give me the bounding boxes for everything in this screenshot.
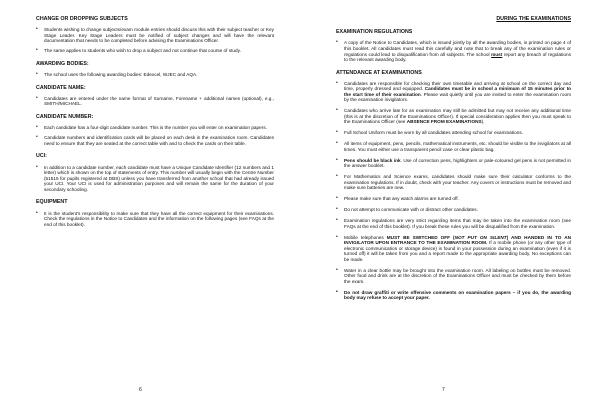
bullet-attendance-items: • Examination regulations are very strict regarding items that may be taken into the examination room (see FAQs at the end of this booklet). If you break these rules you will be disqualified from the examination. [336,218,571,229]
bullet-attendance-pens: • Pens should be black ink. Use of correction pens, highlighters or pale-coloured gel pens is not permitted in the answer booklet. [336,158,571,169]
page-number-left: 6 [139,387,142,393]
bullet-attendance-calculators: • For Mathematics and Science exams, candidates should make sure their calculator conforms to the examination regulations. If in doubt, check with your teacher. Any covers or instructions must be removed and make sure batteries are new. [336,174,571,191]
bullet-attendance-mobiles: • Mobile telephones MUST BE SWITCHED OFF (NOT PUT ON SILENT) AND HANDED IN TO AN INVIGILATOR UPON ENTRANCE TO THE EXAMINATION ROOM. If a mobile phone (or any other type of electronic communication or storage device) is found in your possession during an examination (even if it is turned off) it will be taken from you and a report made to the appropriate awarding body. No exceptions can be made. [336,235,571,263]
bullet-uci-1: • In addition to a candidate number, each candidate must have a Unique Candidate Identifier (12 numbers and 1 letter) which is shown on the top of statements of entry. This number will usually begin with the Centre Number (51515 for pupils registered at DBS) unless you have transferred from another school that had already issued your UCI. Your UCI is used for administration purposes and will remain the same for the duration of your secondary schooling. [36,165,274,193]
bullet-regulations-1: • A copy of the Notice to Candidates, which is issued jointly by all the awarding bodies, is printed on page 4 of this booklet. All candidates must read this carefully and note that to break any of the examination rules or regulations could lead to disqualification from all subjects. The school must report any breach of regulations to the relevant awarding body. [336,40,571,62]
bullet-candidate-number-2: • Candidate numbers and identification cards will be placed on each desk in the examination room. Candidates need to ensure that they are seated at the correct table with and to check the cards on their table. [36,135,274,146]
bullet-attendance-watches: • Please make sure that any watch alarms are turned off. [336,196,571,202]
bullet-attendance-water: • Water in a clear bottle may be brought into the examination room. All labeling on bottles must be removed. Other food and drink are at the discretion of the Examinations Officer and must be checked by them before the exam. [336,268,571,285]
bullet-attendance-graffiti: • Do not draw graffiti or write offensive comments on examination papers – if you do, the awarding body may refuse to accept your paper. [336,290,571,301]
heading-candidate-name: CANDIDATE NAME: [36,84,86,91]
bullet-awarding-1: • The school uses the following awarding bodies: Edexcel, WJEC and AQA. [36,72,274,78]
page-number-right: 7 [442,387,445,393]
heading-examination-regulations: EXAMINATION REGULATIONS [336,29,413,36]
right-page [300,0,600,412]
heading-attendance: ATTENDANCE AT EXAMINATIONS [336,69,422,76]
heading-changing-subjects: CHANGE OR DROPPING SUBJECTS [36,16,128,22]
right-column [336,16,571,306]
heading-candidate-number: CANDIDATE NUMBER: [36,114,94,121]
bullet-attendance-late: • Candidates who arrive late for an examination may still be admitted but may not receive any additional time (this is at the discretion of the Examinations Officer). If special consideration applies then you must speak to the Examinations Officer (see ABSENCE FROM EXAMINATIONS). [336,108,571,125]
bullet-attendance-communication: • Do not attempt to communicate with or distract other candidates. [336,207,571,213]
bullet-attendance-uniform: • Full School Uniform must be worn by all candidates attending school for examinations. [336,130,571,136]
bullet-equipment-1: • It is the student's responsibility to make sure that they have all the correct equipment for their examinations. Check the regulations in the Notice to Candidates and the information on the following pages (see FAQs at the end of this booklet). [36,211,274,228]
heading-awarding-bodies: AWARDING BODIES: [36,60,89,67]
bullet-attendance-equipment: • All items of equipment, pens, pencils, mathematical instruments, etc. should be visible to the invigilators at all times. You must either use a transparent pencil case or clear plastic bag. [336,141,571,152]
bullet-changing-1: • Students wishing to change subjects/exam module entries should discuss this with their subject teacher or Key Stage Leader. Key Stage Leaders must be notified of subject changes and will have the relevant documentation that needs to be completed before advising the Examinations Officer. [36,27,274,44]
heading-equipment: EQUIPMENT [36,199,68,206]
heading-uci: UCI: [36,153,47,160]
bullet-candidate-name-1: • Candidates are entered under the name format of Surname, Forename + additional names (optional), e.g., SMITH/MICHAEL. [36,96,274,107]
left-column [36,16,274,232]
bullet-attendance-arrival: • Candidates are responsible for checking their own timetable and arriving at school on the correct day and time, properly dressed and equipped. Candidates must be in school a minimum of 15 minutes prior to the start time of their examination. Please wait quietly until you are invited to enter the examination room by the examination invigilators. [336,81,571,103]
bullet-changing-2: • The same applies to students who wish to drop a subject and not continue that course of study. [36,48,274,54]
bullet-candidate-number-1: • Each candidate has a four-digit candidate number. This is the number you will enter on examination papers. [36,125,274,131]
page-title: DURING THE EXAMINATIONS [496,16,571,22]
